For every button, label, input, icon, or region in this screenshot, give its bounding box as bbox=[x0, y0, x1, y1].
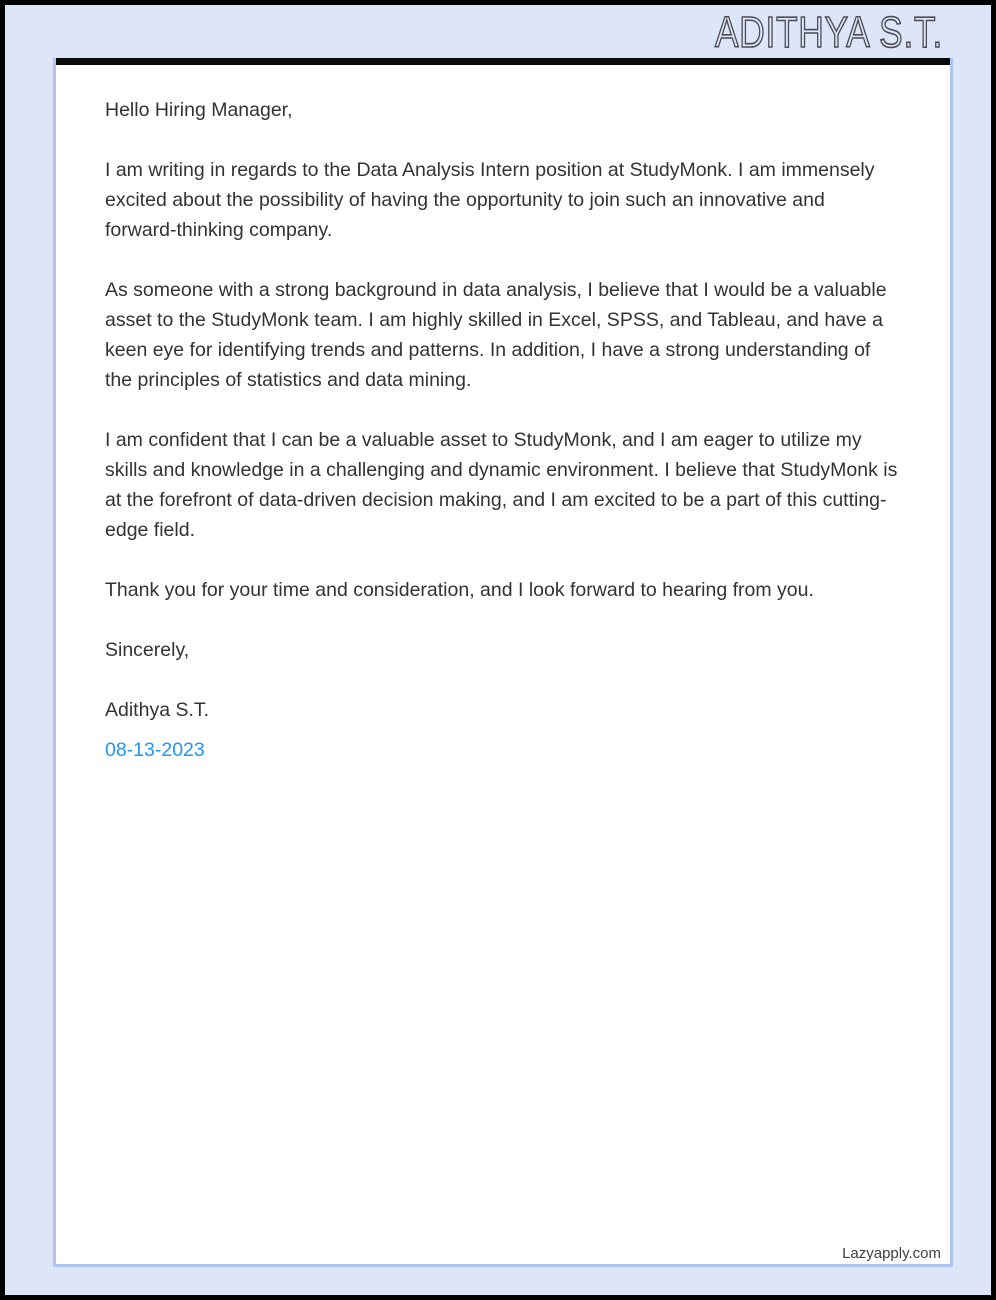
letter-paragraph: I am writing in regards to the Data Analysis Intern position at StudyMonk. I am immensely excited about the possibility of having the opportunity to join such an innovative and forward-thinking company. bbox=[105, 159, 875, 241]
date-link[interactable]: 08-13-2023 bbox=[105, 739, 205, 761]
letter-paragraph: As someone with a strong background in data analysis, I believe that I would be a valuable asset to the StudyMonk team. I am highly skilled in Excel, SPSS, and Tableau, and have a keen eye for identifying trends and patterns. In addition, I have a strong understanding of the principles of statistics and data mining. bbox=[105, 279, 887, 391]
greeting-line: Hello Hiring Manager, bbox=[105, 99, 293, 121]
date-row bbox=[105, 735, 898, 765]
letter-page bbox=[53, 58, 953, 1267]
letter-body bbox=[56, 65, 950, 765]
closing-line: Thank you for your time and consideration, and I look forward to hearing from you. bbox=[105, 579, 814, 601]
letter-paragraph: I am confident that I can be a valuable asset to StudyMonk, and I am eager to utilize my skills and knowledge in a challenging and dynamic environment. I believe that StudyMonk is at the forefront of data-driven decision making, and I am excited to be a part of this cutting-edge field. bbox=[105, 429, 898, 541]
letterhead-name: ADITHYA S.T. bbox=[714, 8, 943, 57]
lazyapply-watermark-link[interactable]: Lazyapply.com bbox=[842, 1245, 941, 1262]
signoff-line: Sincerely, bbox=[105, 639, 190, 661]
signature-name: Adithya S.T. bbox=[105, 699, 210, 721]
header-divider bbox=[56, 58, 950, 65]
